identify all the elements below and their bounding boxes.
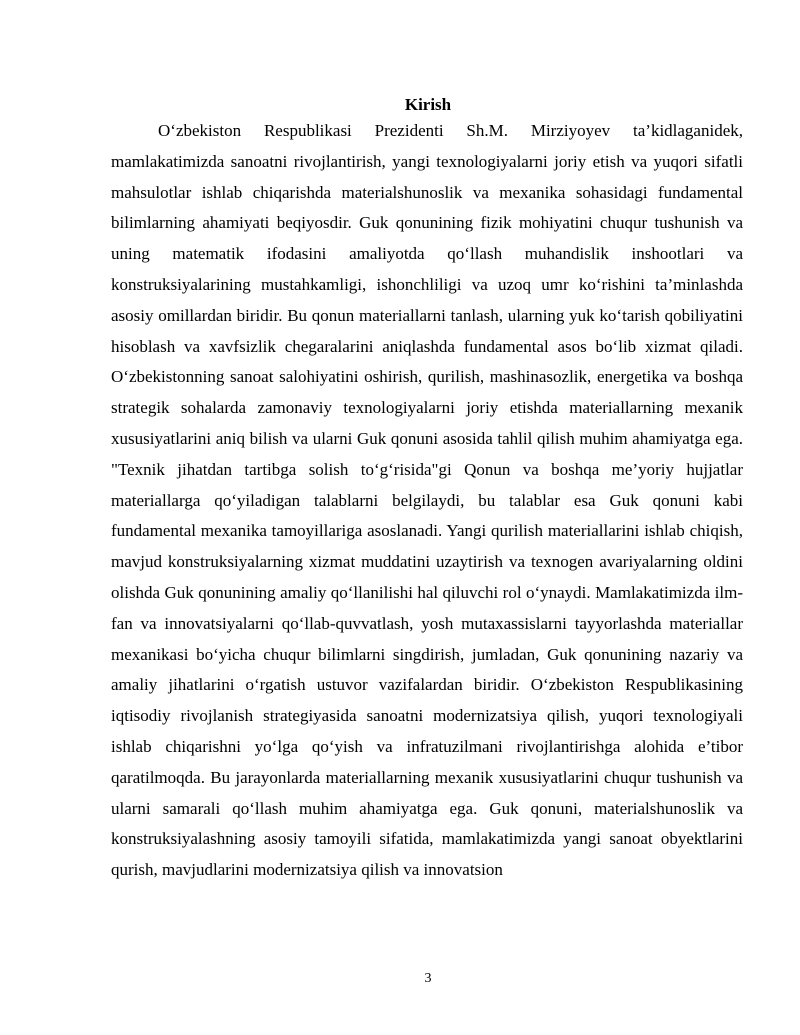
section-heading: Kirish xyxy=(404,95,452,114)
body-paragraph: O‘zbekiston Respublikasi Prezidenti Sh.M. Mirziyoyev ta’kidlaganidek, mamlakatimizda sanoatni rivojlantirish, yangi texnologiyalarni joriy etish va yuqori sifatli mahsulotlar ishlab chiqarishda materialshunoslik va mexanika sohasidagi fundamental bilimlarning ahamiyati beqiyosdir. Guk qonunining fizik mohiyatini chuqur tushunish va uning matematik ifodasini amaliyotda qo‘llash muhandislik inshootlari va konstruksiyalarining mustahkamligi, ishonchliligi va uzoq umr ko‘rishini ta’minlashda asosiy omillardan biridir. Bu qonun materiallarni tanlash, ularning yuk ko‘tarish qobiliyatini hisoblash va xavfsizlik chegaralarini aniqlashda fundamental asos bo‘lib xizmat qiladi. O‘zbekistonning sanoat salohiyatini oshirish, qurilish, mashinasozlik, energetika va boshqa strategik sohalarda zamonaviy texnologiyalarni joriy etishda materiallarning mexanik xususiyatlarini aniq bilish va ularni Guk qonuni asosida tahlil qilish muhim ahamiyatga ega. "Texnik jihatdan tartibga solish to‘g‘risida"gi Qonun va boshqa me’yoriy hujjatlar materiallarga qo‘yiladigan talablarni belgilaydi, bu talablar esa Guk qonuni kabi fundamental mexanika tamoyillariga asoslanadi. Yangi qurilish materiallarini ishlab chiqish, mavjud konstruksiyalarning xizmat muddatini uzaytirish va texnogen avariyalarning oldini olishda Guk qonunining amaliy qo‘llanilishi hal qiluvchi rol o‘ynaydi. Mamlakatimizda ilm-fan va innovatsiyalarni qo‘llab-quvvatlash, yosh mutaxassislarni tayyorlashda materiallar mexanikasi bo‘yicha chuqur bilimlarni singdirish, jumladan, Guk qonunining nazariy va amaliy jihatlarini o‘rgatish ustuvor vazifalardan biridir. O‘zbekiston Respublikasining iqtisodiy rivojlanish strategiyasida sanoatni modernizatsiya qilish, yuqori texnologiyali ishlab chiqarishni yo‘lga qo‘yish va infratuzilmani rivojlantirishga alohida e’tibor qaratilmoqda. Bu jarayonlarda materiallarning mexanik xususiyatlarini chuqur tushunish va ularni samarali qo‘llash muhim ahamiyatga ega. Guk qonuni, materialshunoslik va konstruksiyalashning asosiy tamoyili sifatida, mamlakatimizda yangi sanoat obyektlarini qurish, mavjudlarini modernizatsiya qilish va innovatsion xyxy=(111,121,743,880)
page-number: 3 xyxy=(424,971,432,986)
